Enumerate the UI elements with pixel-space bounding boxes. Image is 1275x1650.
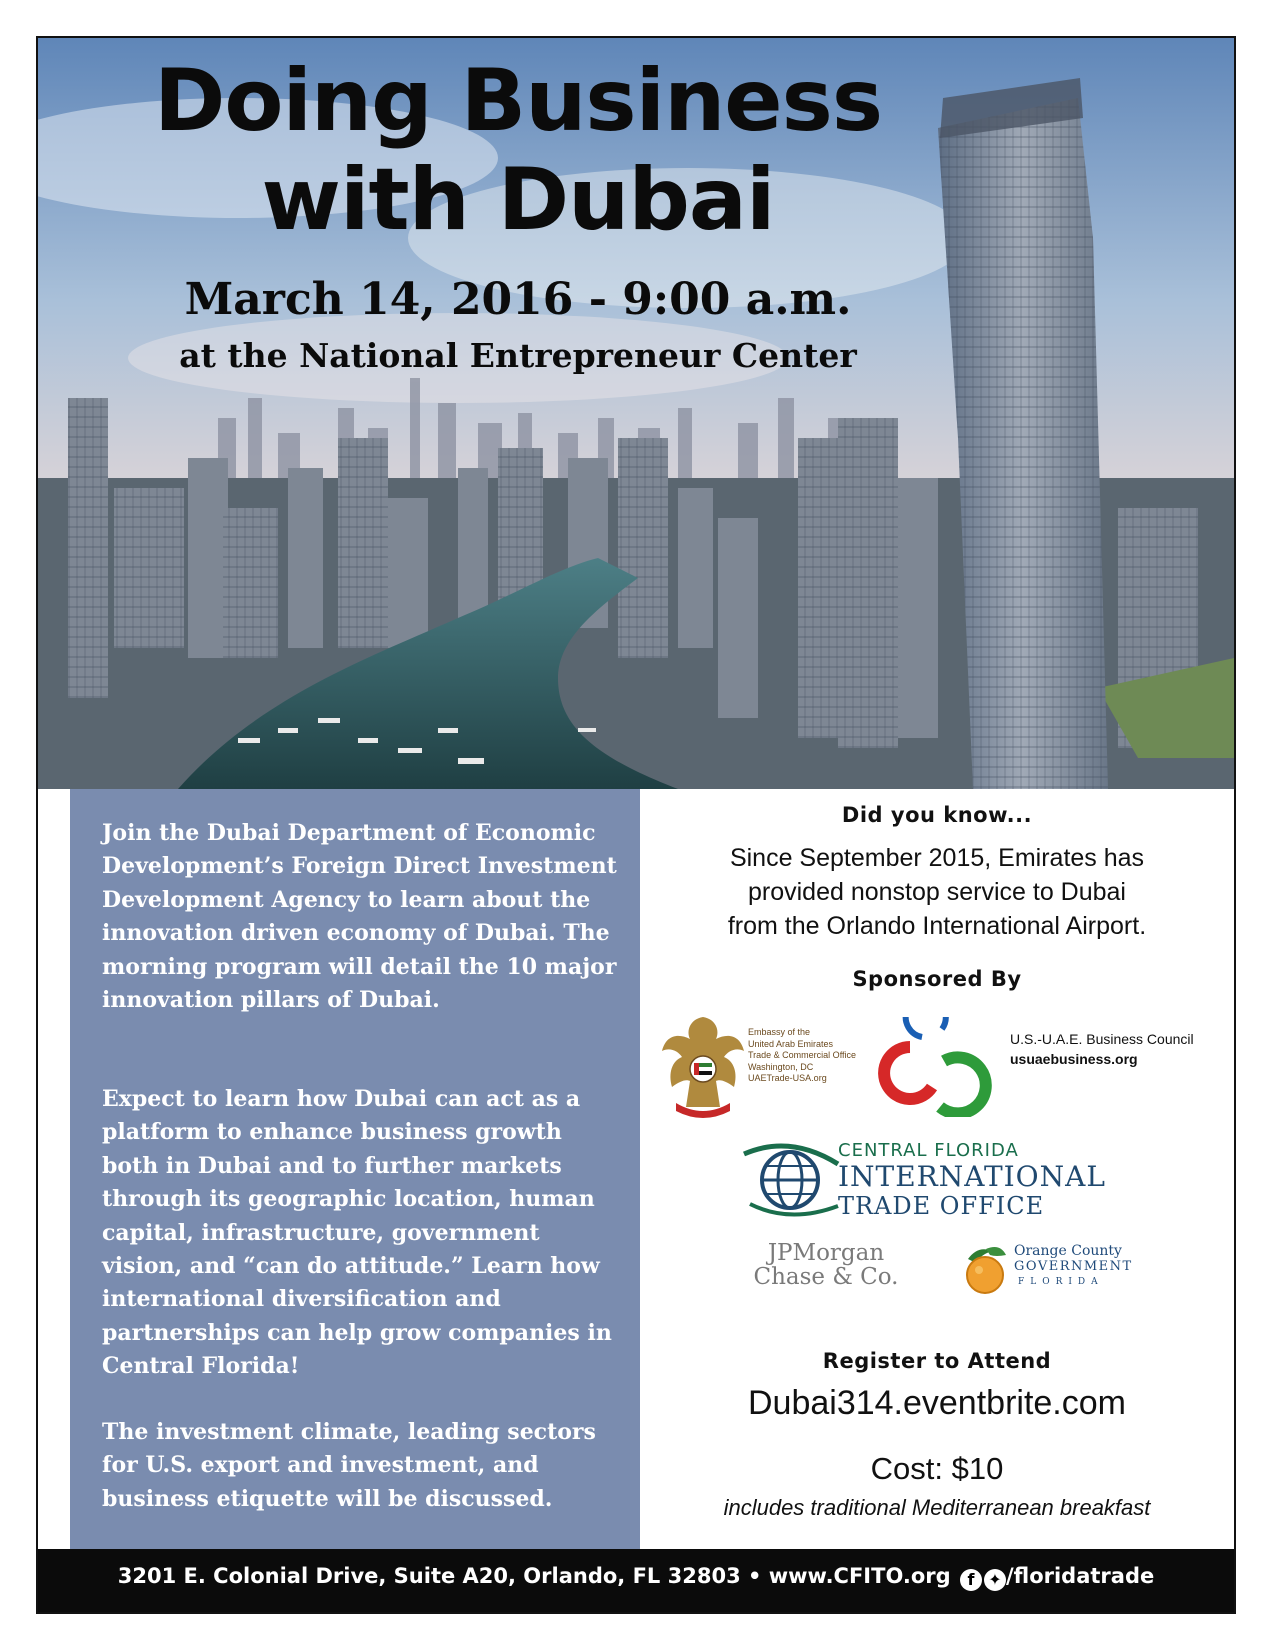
- description-panel: [70, 789, 640, 1549]
- embassy-line: Embassy of the: [748, 1027, 811, 1037]
- description-paragraph-3: The investment climate, leading sectors for U.S. export and investment, and business etiquette will be discussed.: [102, 1419, 596, 1512]
- uae-falcon-emblem-icon: [660, 1011, 746, 1121]
- cfito-line2: INTERNATIONAL: [838, 1160, 1106, 1193]
- us-uae-business-council-logo: [870, 1017, 1230, 1117]
- orange-fruit-icon: [958, 1241, 1012, 1297]
- uae-embassy-logo: [660, 1011, 860, 1121]
- sponsored-by-heading: Sponsored By: [852, 967, 1022, 991]
- event-cost: Cost: $10: [870, 1451, 1004, 1486]
- description-paragraph-2: Expect to learn how Dubai can act as a platform to enhance business growth both in Dubai and to further markets through its geographic location, human capital, infrastructure, government vision, and “can do attitude.” Learn how international diversification and partnerships can help grow companies in Central Florida!: [102, 1086, 612, 1380]
- facebook-icon[interactable]: f: [960, 1569, 982, 1591]
- embassy-text: [748, 1027, 868, 1085]
- event-venue: at the National Entrepreneur Center: [179, 336, 857, 375]
- cfito-line1: CENTRAL FLORIDA: [838, 1140, 1019, 1161]
- orange-county-government-logo: [958, 1241, 1133, 1301]
- orange-line2: GOVERNMENT: [1014, 1259, 1133, 1274]
- registration-url[interactable]: Dubai314.eventbrite.com: [747, 1384, 1126, 1422]
- twitter-icon[interactable]: ✦: [984, 1569, 1006, 1591]
- embassy-line: United Arab Emirates: [748, 1038, 834, 1049]
- description-paragraph-1: Join the Dubai Department of Economic Development’s Foreign Direct Investment Development Agency to learn about the innovation driven economy of Dubai. The morning program will detail the 10 major innovation pillars of Dubai.: [102, 820, 617, 1014]
- embassy-line: Trade & Commercial Office: [748, 1050, 857, 1060]
- council-name: U.S.-U.A.E. Business Council: [1010, 1031, 1194, 1047]
- council-rings-icon: [870, 1017, 1000, 1117]
- hero-photo-dubai-marina: [38, 38, 1234, 789]
- event-title-line1: Doing Business: [153, 51, 883, 151]
- footer-address: 3201 E. Colonial Drive, Suite A20, Orlando, FL 32803 • www.CFITO.org: [117, 1564, 951, 1588]
- orange-line1: Orange County: [1014, 1243, 1122, 1259]
- footer-contact: [38, 1564, 1234, 1591]
- did-you-know-fact: [650, 841, 1224, 943]
- embassy-line: Washington, DC: [748, 1061, 814, 1072]
- footer-bar: [38, 1549, 1234, 1614]
- event-title-line2: with Dubai: [261, 150, 775, 250]
- event-date: March 14, 2016 - 9:00 a.m.: [184, 274, 852, 325]
- register-heading: Register to Attend: [822, 1349, 1052, 1373]
- cost-note: includes traditional Mediterranean breakfast: [723, 1495, 1151, 1520]
- globe-icon: [740, 1134, 840, 1224]
- cfito-line3: TRADE OFFICE: [838, 1192, 1045, 1220]
- cfito-logo: [740, 1134, 1140, 1229]
- orange-line3: FLORIDA: [1018, 1277, 1104, 1287]
- council-url: usuaebusiness.org: [1010, 1051, 1138, 1067]
- jpmorgan-chase-logo: [736, 1241, 916, 1289]
- embassy-line: UAETrade-USA.org: [748, 1073, 827, 1083]
- fact-line-3: from the Orlando International Airport.: [727, 912, 1147, 940]
- fact-line-2: provided nonstop service to Dubai: [747, 878, 1126, 906]
- jpm-line1: JPMorgan: [767, 1240, 885, 1266]
- did-you-know-heading: Did you know...: [841, 803, 1033, 827]
- jpm-line2: Chase & Co.: [753, 1264, 899, 1290]
- flyer: [36, 36, 1236, 1614]
- info-column: [640, 789, 1234, 1549]
- social-handle: /floridatrade: [1005, 1564, 1155, 1588]
- fact-line-1: Since September 2015, Emirates has: [729, 844, 1145, 872]
